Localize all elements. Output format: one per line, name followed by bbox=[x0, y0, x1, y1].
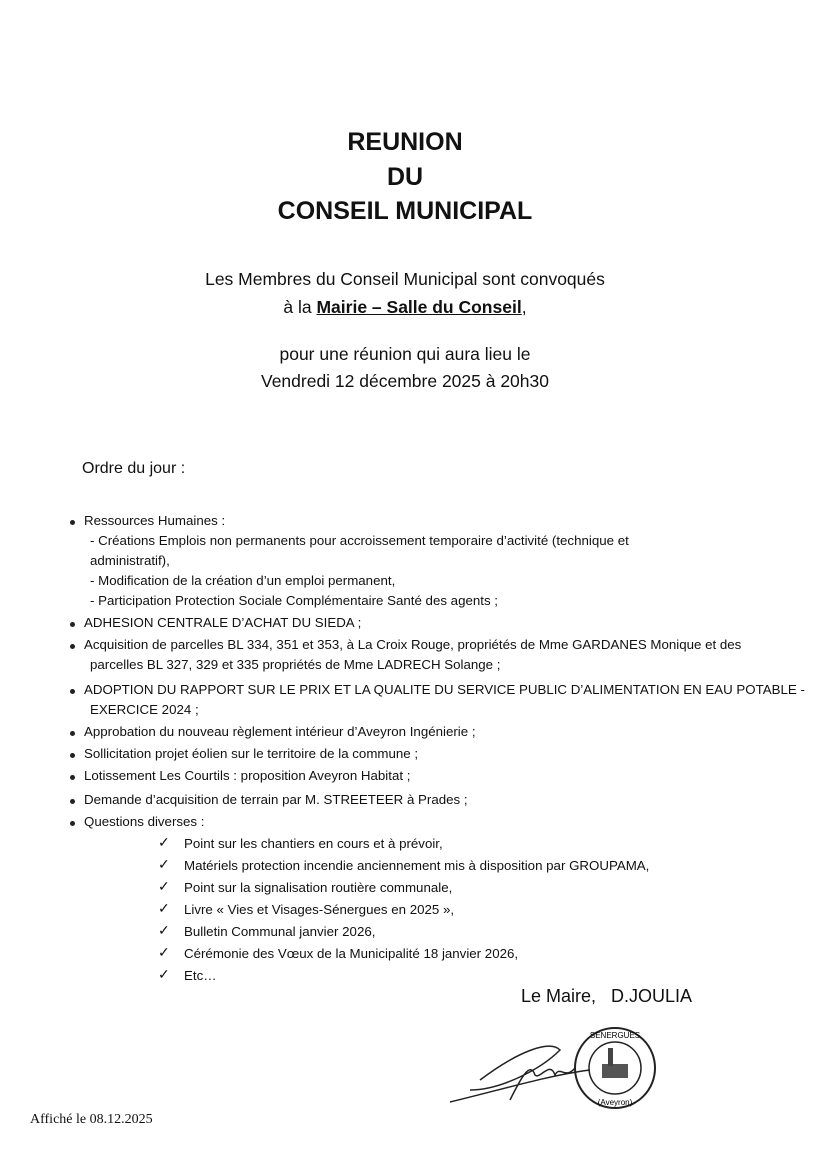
intro-line-1: Les Membres du Conseil Municipal sont convoqués bbox=[205, 269, 605, 289]
bullet-icon bbox=[70, 731, 75, 736]
question-item: Matériels protection incendie anciennement mis à disposition par GROUPAMA, bbox=[184, 858, 650, 873]
question-item: Bulletin Communal janvier 2026, bbox=[184, 924, 376, 939]
title-line-2: DU bbox=[386, 163, 424, 191]
agenda-item: - Participation Protection Sociale Complémentaire Santé des agents ; bbox=[90, 593, 498, 608]
agenda-item: Ressources Humaines : bbox=[84, 513, 226, 528]
title-line-3: CONSEIL MUNICIPAL bbox=[277, 197, 533, 225]
bullet-icon bbox=[70, 775, 75, 780]
agenda-item: Approbation du nouveau règlement intérieur d’Aveyron Ingénierie ; bbox=[84, 724, 476, 739]
agenda-item: administratif), bbox=[90, 553, 170, 568]
agenda-item: - Modification de la création d’un emploi permanent, bbox=[90, 573, 396, 588]
intro-text: à la bbox=[283, 297, 317, 317]
agenda-item: Sollicitation projet éolien sur le territoire de la commune ; bbox=[84, 746, 419, 761]
question-item: Livre « Vies et Visages-Sénergues en 2025 », bbox=[184, 902, 455, 917]
bullet-icon bbox=[70, 821, 75, 826]
bullet-icon bbox=[70, 622, 75, 627]
svg-text:SENERGUES: SENERGUES bbox=[589, 1031, 641, 1040]
agenda-heading: Ordre du jour : bbox=[82, 460, 186, 477]
agenda-item: Lotissement Les Courtils : proposition Aveyron Habitat ; bbox=[84, 768, 411, 783]
agenda-item: EXERCICE 2024 ; bbox=[90, 702, 199, 717]
checkmark-icon: ✓ bbox=[158, 834, 170, 850]
agenda-item: ADHESION CENTRALE D’ACHAT DU SIEDA ; bbox=[84, 615, 362, 630]
agenda-item: Demande d’acquisition de terrain par M. STREETEER à Prades ; bbox=[84, 792, 468, 807]
agenda-item: ADOPTION DU RAPPORT SUR LE PRIX ET LA QUALITE DU SERVICE PUBLIC D’ALIMENTATION EN EAU POTABLE - bbox=[84, 682, 805, 697]
question-item: Point sur les chantiers en cours et à prévoir, bbox=[184, 836, 443, 851]
posted-date: Affiché le 08.12.2025 bbox=[30, 1112, 153, 1127]
meeting-place: Mairie – Salle du Conseil bbox=[316, 297, 522, 317]
question-item: Cérémonie des Vœux de la Municipalité 18 janvier 2026, bbox=[184, 946, 519, 961]
checkmark-icon: ✓ bbox=[158, 878, 170, 894]
intro-line-2 bbox=[0, 297, 810, 318]
bullet-icon bbox=[70, 520, 75, 525]
agenda-item: Questions diverses : bbox=[84, 814, 205, 829]
meeting-date: Vendredi 12 décembre 2025 à 20h30 bbox=[260, 371, 549, 391]
checkmark-icon: ✓ bbox=[158, 922, 170, 938]
checkmark-icon: ✓ bbox=[158, 966, 170, 982]
title-line-1: REUNION bbox=[347, 128, 463, 156]
mayor-signature-label: Le Maire, D.JOULIA bbox=[521, 986, 693, 1006]
checkmark-icon: ✓ bbox=[158, 900, 170, 916]
question-item: Etc… bbox=[184, 968, 217, 983]
intro-punct: , bbox=[521, 297, 527, 317]
checkmark-icon: ✓ bbox=[158, 944, 170, 960]
agenda-item: parcelles BL 327, 329 et 335 propriétés de Mme LADRECH Solange ; bbox=[90, 657, 501, 672]
checkmark-icon: ✓ bbox=[158, 856, 170, 872]
bullet-icon bbox=[70, 799, 75, 804]
svg-text:(Aveyron): (Aveyron) bbox=[597, 1098, 633, 1107]
question-item: Point sur la signalisation routière communale, bbox=[184, 880, 453, 895]
signature-stamp-icon bbox=[440, 1020, 670, 1120]
agenda-item: Acquisition de parcelles BL 334, 351 et 353, à La Croix Rouge, propriétés de Mme GARDANES Monique et des bbox=[84, 637, 742, 652]
bullet-icon bbox=[70, 689, 75, 694]
bullet-icon bbox=[70, 753, 75, 758]
intro-line-3: pour une réunion qui aura lieu le bbox=[279, 344, 531, 364]
bullet-icon bbox=[70, 644, 75, 649]
agenda-item: - Créations Emplois non permanents pour accroissement temporaire d’activité (technique et bbox=[90, 533, 629, 548]
